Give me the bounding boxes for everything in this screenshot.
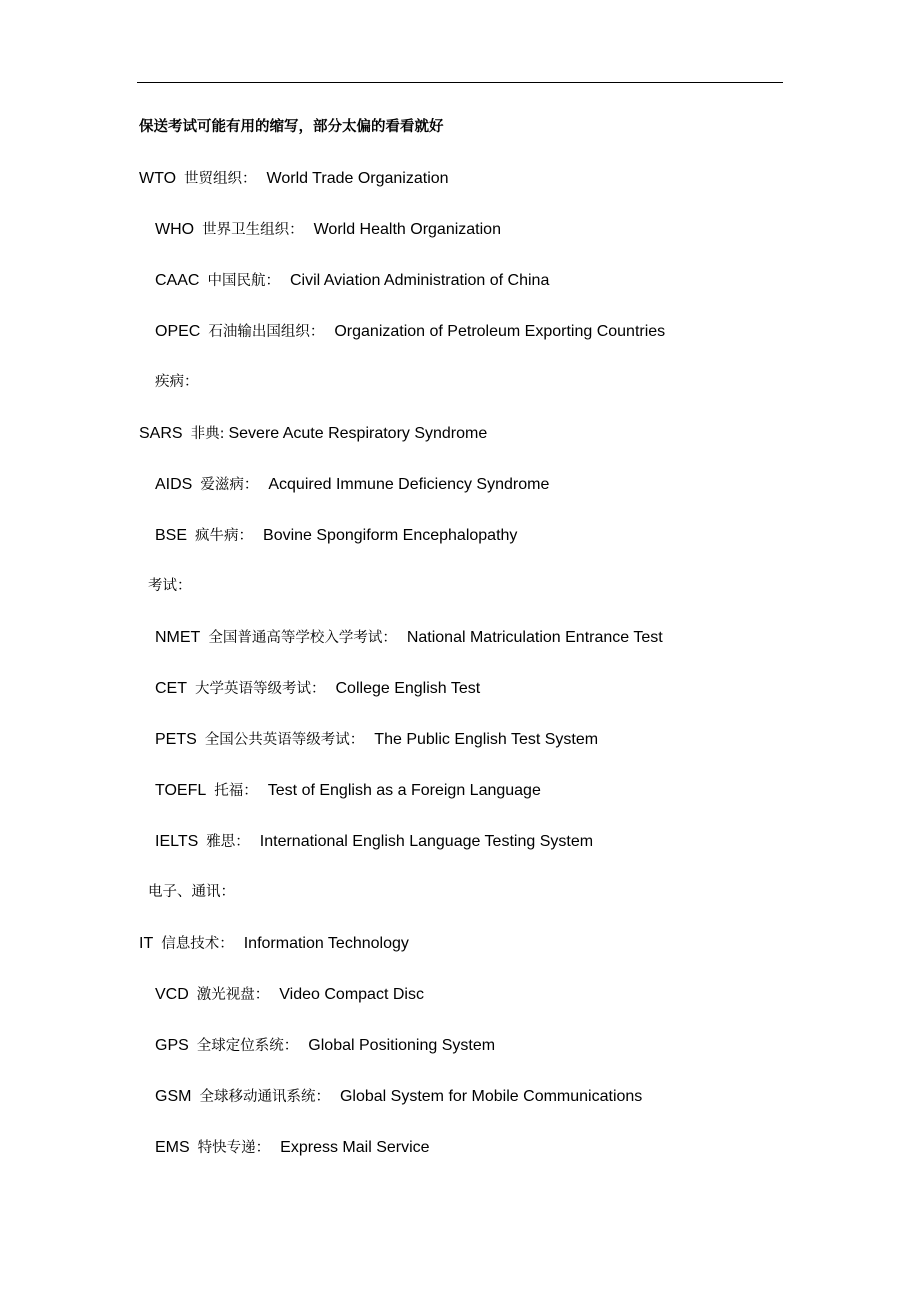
entry-abbr: EMS xyxy=(155,1139,190,1156)
entry-english: Civil Aviation Administration of China xyxy=(289,272,550,289)
entry-abbr: CET xyxy=(155,680,187,697)
entry-abbr: PETS xyxy=(155,731,197,748)
entry-chinese: 雅思： xyxy=(206,834,250,850)
entry-gsm xyxy=(155,1086,642,1106)
entry-english: Acquired Immune Deficiency Syndrome xyxy=(268,476,550,493)
entry-chinese: 非典: xyxy=(190,426,225,442)
entry-abbr: GPS xyxy=(155,1037,189,1054)
entry-abbr: AIDS xyxy=(155,476,193,493)
entry-abbr: WTO xyxy=(139,170,177,187)
entry-english: Global Positioning System xyxy=(308,1037,496,1054)
entry-abbr: CAAC xyxy=(155,272,200,289)
entry-english: Information Technology xyxy=(243,935,409,952)
entry-abbr: IELTS xyxy=(155,833,199,850)
entry-abbr: WHO xyxy=(155,221,195,238)
entry-chinese: 大学英语等级考试： xyxy=(195,681,326,697)
entry-english: College English Test xyxy=(335,680,481,697)
entry-abbr: OPEC xyxy=(155,323,201,340)
entry-sars xyxy=(139,423,487,443)
entry-pets xyxy=(155,729,598,749)
entry-chinese: 全球移动通讯系统： xyxy=(199,1089,330,1105)
entry-english: Severe Acute Respiratory Syndrome xyxy=(228,425,488,442)
entry-abbr: GSM xyxy=(155,1088,192,1105)
section-heading-exams: 考试： xyxy=(148,578,192,594)
section-heading-electronics: 电子、通讯： xyxy=(148,884,235,900)
entry-english: World Trade Organization xyxy=(266,170,449,187)
entry-english: International English Language Testing System xyxy=(259,833,594,850)
entry-opec xyxy=(155,321,665,341)
entry-english: Organization of Petroleum Exporting Countries xyxy=(334,323,666,340)
entry-english: Test of English as a Foreign Language xyxy=(267,782,541,799)
entry-chinese: 托福： xyxy=(214,783,258,799)
entry-gps xyxy=(155,1035,495,1055)
entry-english: Bovine Spongiform Encephalopathy xyxy=(263,527,518,544)
entry-chinese: 疯牛病： xyxy=(195,528,254,544)
entry-chinese: 中国民航： xyxy=(207,273,280,289)
entry-chinese: 爱滋病： xyxy=(200,477,259,493)
entry-chinese: 信息技术： xyxy=(161,936,234,952)
entry-english: Express Mail Service xyxy=(280,1139,430,1156)
entry-english: Video Compact Disc xyxy=(279,986,424,1003)
entry-english: Global System for Mobile Communications xyxy=(339,1088,643,1105)
entry-abbr: TOEFL xyxy=(155,782,207,799)
entry-chinese: 全球定位系统： xyxy=(196,1038,299,1054)
entry-it xyxy=(139,933,409,953)
entry-english: World Health Organization xyxy=(313,221,501,238)
entry-toefl xyxy=(155,780,541,800)
entry-caac xyxy=(155,270,549,290)
entry-chinese: 世界卫生组织： xyxy=(202,222,304,238)
entry-chinese: 全国普通高等学校入学考试： xyxy=(208,630,397,646)
entry-bse xyxy=(155,525,517,545)
entry-ems xyxy=(155,1137,430,1157)
entry-abbr: NMET xyxy=(155,629,201,646)
entry-wto xyxy=(139,168,449,188)
header-rule xyxy=(137,82,783,83)
entry-chinese: 石油输出国组织： xyxy=(208,324,325,340)
entry-who xyxy=(155,219,501,239)
entry-abbr: BSE xyxy=(155,527,188,544)
entry-chinese: 特快专递： xyxy=(197,1140,271,1156)
entry-chinese: 激光视盘： xyxy=(196,987,270,1003)
entry-chinese: 世贸组织： xyxy=(184,171,257,187)
entry-english: National Matriculation Entrance Test xyxy=(406,629,663,646)
entry-abbr: VCD xyxy=(155,986,189,1003)
entry-nmet xyxy=(155,627,663,647)
entry-aids xyxy=(155,474,549,494)
document-title: 保送考试可能有用的缩写，部分太偏的看看就好 xyxy=(139,119,444,135)
entry-abbr: IT xyxy=(139,935,154,952)
entry-ielts xyxy=(155,831,593,851)
entry-english: The Public English Test System xyxy=(374,731,599,748)
entry-cet xyxy=(155,678,480,698)
entry-chinese: 全国公共英语等级考试： xyxy=(204,732,365,748)
entry-vcd xyxy=(155,984,424,1004)
section-heading-disease: 疾病： xyxy=(155,374,199,390)
entry-abbr: SARS xyxy=(139,425,183,442)
